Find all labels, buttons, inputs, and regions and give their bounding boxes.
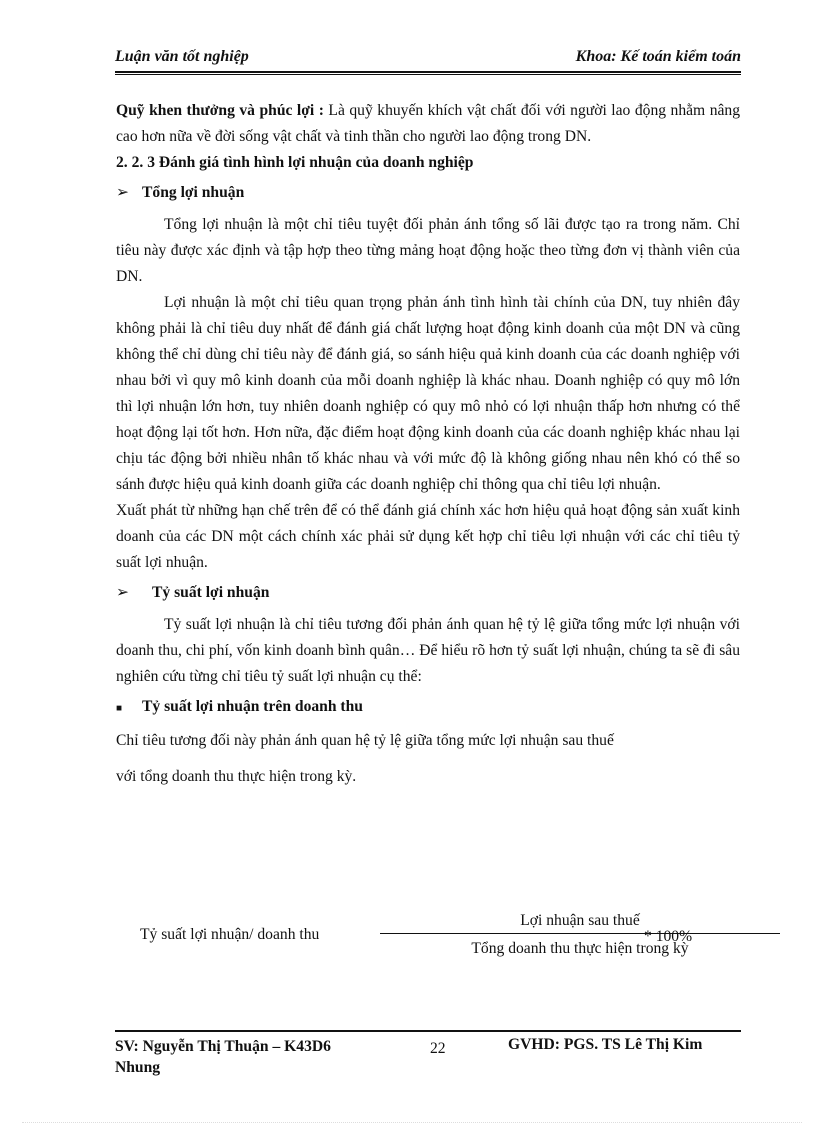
page-number: 22 <box>430 1040 446 1057</box>
paragraph-total-profit: Tổng lợi nhuận là một chỉ tiêu tuyệt đối phản ánh tổng số lãi được tạo ra trong năm. Chỉ tiêu này được xác định và tập hợp theo từng mảng hoạt động hoặc theo từng đơn vị thành viên của DN. <box>116 216 740 285</box>
profit-revenue-formula <box>140 908 740 968</box>
paragraph-revenue-ratio-line2: với tổng doanh thu thực hiện trong kỳ. <box>116 768 357 785</box>
fraction-bar <box>380 933 780 934</box>
header-thesis-title: Luận văn tốt nghiệp <box>115 48 249 65</box>
paragraph-combined-indicators: Xuất phát từ những hạn chế trên để có thể đánh giá chính xác hơn hiệu quả hoạt động sản xuất kinh doanh của các DN một cách chính xác phải sử dụng kết hợp chỉ tiêu lợi nhuận với các chỉ tiêu tỷ suất lợi nhuận. <box>116 502 740 571</box>
bullet-total-profit <box>116 180 740 206</box>
bullet-title: Tổng lợi nhuận <box>142 184 245 201</box>
arrow-bullet-icon: ➢ <box>116 184 130 201</box>
paragraph-welfare-fund <box>116 98 740 150</box>
footer-student <box>115 1036 395 1078</box>
paragraph-profit-rate: Tỷ suất lợi nhuận là chỉ tiêu tương đối phản ánh quan hệ tỷ lệ giữa tổng mức lợi nhuận với doanh thu, chi phí, vốn kinh doanh bình quân… Để hiểu rõ hơn tỷ suất lợi nhuận, chúng ta sẽ đi sâu nghiên cứu từng chỉ tiêu tỷ suất lợi nhuận cụ thể: <box>116 616 740 685</box>
arrow-bullet-icon: ➢ <box>116 584 130 601</box>
paragraph-revenue-ratio-line1: Chỉ tiêu tương đối này phản ánh quan hệ tỷ lệ giữa tổng mức lợi nhuận sau thuế <box>116 732 614 749</box>
section-heading: 2. 2. 3 Đánh giá tình hình lợi nhuận của doanh nghiệp <box>116 154 474 171</box>
header-faculty: Khoa: Kế toán kiểm toán <box>575 48 741 65</box>
header-rule-thin <box>115 74 741 75</box>
formula-lhs: Tỷ suất lợi nhuận/ doanh thu <box>140 926 320 943</box>
paragraph-profit-limits: Lợi nhuận là một chỉ tiêu quan trọng phản ánh tình hình tài chính của DN, tuy nhiên đây không phải là chỉ tiêu duy nhất để đánh giá chất lượng hoạt động kinh doanh của một DN và cũng không thể chỉ dùng chỉ tiêu này để đánh giá, so sánh hiệu quả kinh doanh của các doanh nghiệp với nhau bởi vì quy mô kinh doanh của mỗi doanh nghiệp là khác nhau. Doanh nghiệp có quy mô lớn thì lợi nhuận lớn hơn, tuy nhiên doanh nghiệp có quy mô nhỏ có lợi nhuận thấp hơn nhưng có thể hoạt động lại tốt hơn. Hơn nữa, đặc điểm hoạt động kinh doanh của các doanh nghiệp khác nhau lại chịu tác động bởi nhiều nhân tố khác nhau và với mức độ là không giống nhau nên khó có thể so sánh được hiệu quả kinh doanh giữa các doanh nghiệp chỉ thông qua chỉ tiêu lợi nhuận. <box>116 294 740 493</box>
welfare-fund-definition: Là quỹ khuyến khích vật chất đối với người lao động nhằm nâng cao hơn nữa về đời sống vật chất và tinh thần cho người lao động trong DN. <box>116 102 740 145</box>
bullet-profit-rate <box>116 580 740 606</box>
footer-student-name: SV: Nguyễn Thị Thuận – K43D6 <box>115 1038 331 1055</box>
page-body <box>116 98 740 790</box>
term-welfare-fund: Quỹ khen thưởng và phúc lợi : <box>116 102 324 119</box>
bullet-title: Tỷ suất lợi nhuận <box>152 584 270 601</box>
footer-advisor: GVHD: PGS. TS Lê Thị Kim <box>508 1036 703 1053</box>
bullet-title: Tỷ suất lợi nhuận trên doanh thu <box>142 698 363 715</box>
square-bullet-icon: ■ <box>116 703 123 714</box>
bullet-profit-on-revenue <box>116 694 740 722</box>
header-rule <box>115 71 741 73</box>
formula-multiplier: * 100% <box>644 928 693 945</box>
formula-denominator: Tổng doanh thu thực hiện trong kỳ <box>471 940 689 957</box>
page-header <box>115 48 741 66</box>
footer-student-name-cont: Nhung <box>115 1059 161 1076</box>
footer-rule <box>115 1030 741 1032</box>
formula-numerator: Lợi nhuận sau thuế <box>520 912 640 929</box>
